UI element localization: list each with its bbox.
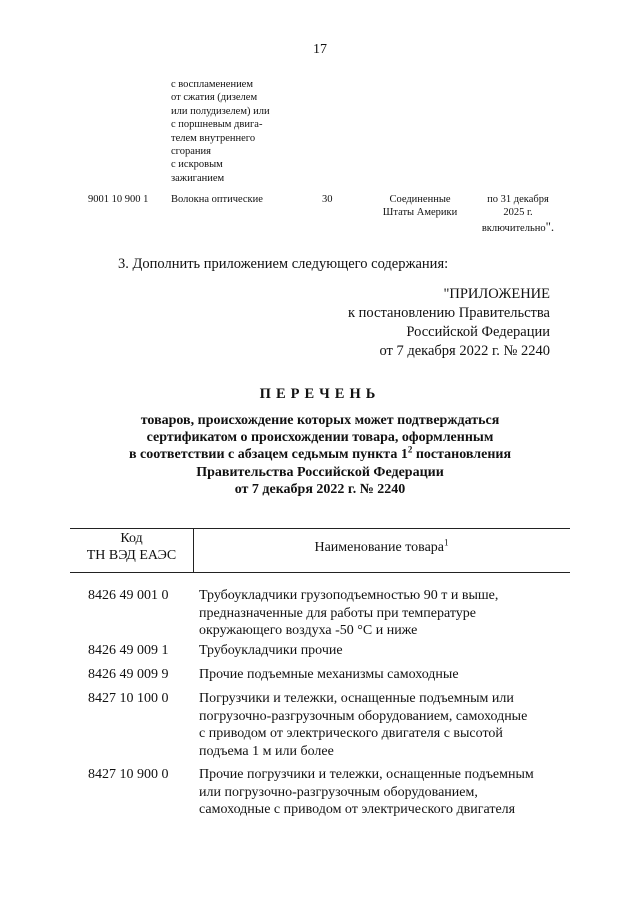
- goods-line: предназначенные для работы при температуре: [199, 605, 476, 621]
- header-name: [193, 537, 570, 556]
- goods-name: [199, 666, 571, 684]
- appendix-header: [300, 285, 550, 361]
- superscript: 2: [407, 444, 413, 455]
- prev-desc-line: с поршневым двига-: [171, 119, 263, 131]
- prev-desc-line: с воспламенением: [171, 79, 253, 90]
- goods-line: подъема 1 м или более: [199, 743, 334, 759]
- goods-line: окружающего воздуха -50 °С и ниже: [199, 623, 418, 639]
- list-subtitle: [70, 412, 570, 498]
- goods-line: Трубоукладчики грузоподъемностью 90 т и выше,: [199, 588, 499, 603]
- table-top-border: [70, 528, 570, 529]
- goods-name: [199, 690, 571, 760]
- prev-row-description: [171, 78, 291, 185]
- prev-desc-line: от сжатия (дизелем: [171, 92, 258, 104]
- subtitle-line: [70, 446, 570, 463]
- goods-line: Прочие погрузчики и тележки, оснащенные подъемным: [199, 767, 534, 782]
- subtitle-line: от 7 декабря 2022 г. № 2240: [234, 481, 406, 497]
- header-code-line: Код: [120, 531, 143, 546]
- footnote-mark: 1: [444, 537, 449, 548]
- closing-quote: ".: [545, 218, 555, 234]
- goods-line: самоходные с приводом от электрического двигателя: [199, 802, 516, 818]
- prev-desc-line: зажиганием: [171, 172, 225, 184]
- row-rate: 30: [322, 194, 333, 205]
- tnved-code: 8427 10 900 0: [88, 767, 169, 782]
- term-line: 2025 г.: [503, 207, 533, 219]
- amendment-paragraph: 3. Дополнить приложением следующего содержания:: [118, 256, 449, 272]
- country-line: Соединенные: [389, 194, 451, 205]
- appendix-title: "ПРИЛОЖЕНИЕ: [443, 286, 550, 302]
- tnved-code: 8426 49 001 0: [88, 588, 169, 603]
- goods-line: с приводом от электрического двигателя с высотой: [199, 726, 503, 742]
- goods-line: Трубоукладчики прочие: [199, 643, 343, 658]
- tnved-code: 8426 49 009 1: [88, 643, 169, 658]
- prev-desc-line: телем внутреннего: [171, 132, 256, 144]
- list-title: ПЕРЕЧЕНЬ: [259, 386, 381, 402]
- appendix-line: от 7 декабря 2022 г. № 2240: [379, 343, 550, 359]
- tnved-code: 8427 10 100 0: [88, 691, 169, 706]
- appendix-line: Российской Федерации: [406, 324, 550, 340]
- header-code: [70, 530, 193, 564]
- subtitle-text: постановления: [412, 447, 512, 463]
- row-name: Волокна оптические: [171, 194, 263, 205]
- term-line: включительно: [481, 222, 546, 234]
- prev-desc-line: с искровым: [171, 159, 223, 171]
- appendix-line: к постановлению Правительства: [348, 305, 550, 321]
- goods-line: или погрузочно-разгрузочным оборудованием,: [199, 784, 478, 800]
- goods-name: [199, 642, 571, 660]
- term-line: по 31 декабря: [487, 194, 549, 205]
- subtitle-text: в соответствии с абзацем седьмым пункта 1: [128, 447, 408, 463]
- goods-line: погрузочно-разгрузочным оборудованием, самоходные: [199, 708, 528, 724]
- prev-desc-line: сгорания: [171, 146, 211, 158]
- term-line-last: [480, 220, 556, 235]
- goods-name: [199, 766, 571, 819]
- header-code-line: ТН ВЭД ЕАЭС: [86, 548, 177, 563]
- subtitle-line: сертификатом о происхождении товара, оформленным: [146, 430, 494, 446]
- page-number: 17: [313, 42, 327, 57]
- table-header-border: [70, 572, 570, 573]
- header-name-text: Наименование товара: [314, 540, 444, 555]
- tnved-code: 8426 49 009 9: [88, 667, 169, 682]
- row-term: [480, 193, 556, 235]
- row-country: [370, 193, 470, 220]
- country-line: Штаты Америки: [382, 207, 458, 219]
- subtitle-line: товаров, происхождение которых может подтверждаться: [140, 413, 500, 428]
- goods-name: [199, 587, 571, 640]
- row-code: 9001 10 900 1: [88, 194, 149, 205]
- prev-desc-line: или полудизелем) или: [171, 105, 270, 117]
- subtitle-line: Правительства Российской Федерации: [196, 464, 444, 480]
- goods-line: Погрузчики и тележки, оснащенные подъемным или: [199, 691, 514, 706]
- goods-line: Прочие подъемные механизмы самоходные: [199, 667, 459, 682]
